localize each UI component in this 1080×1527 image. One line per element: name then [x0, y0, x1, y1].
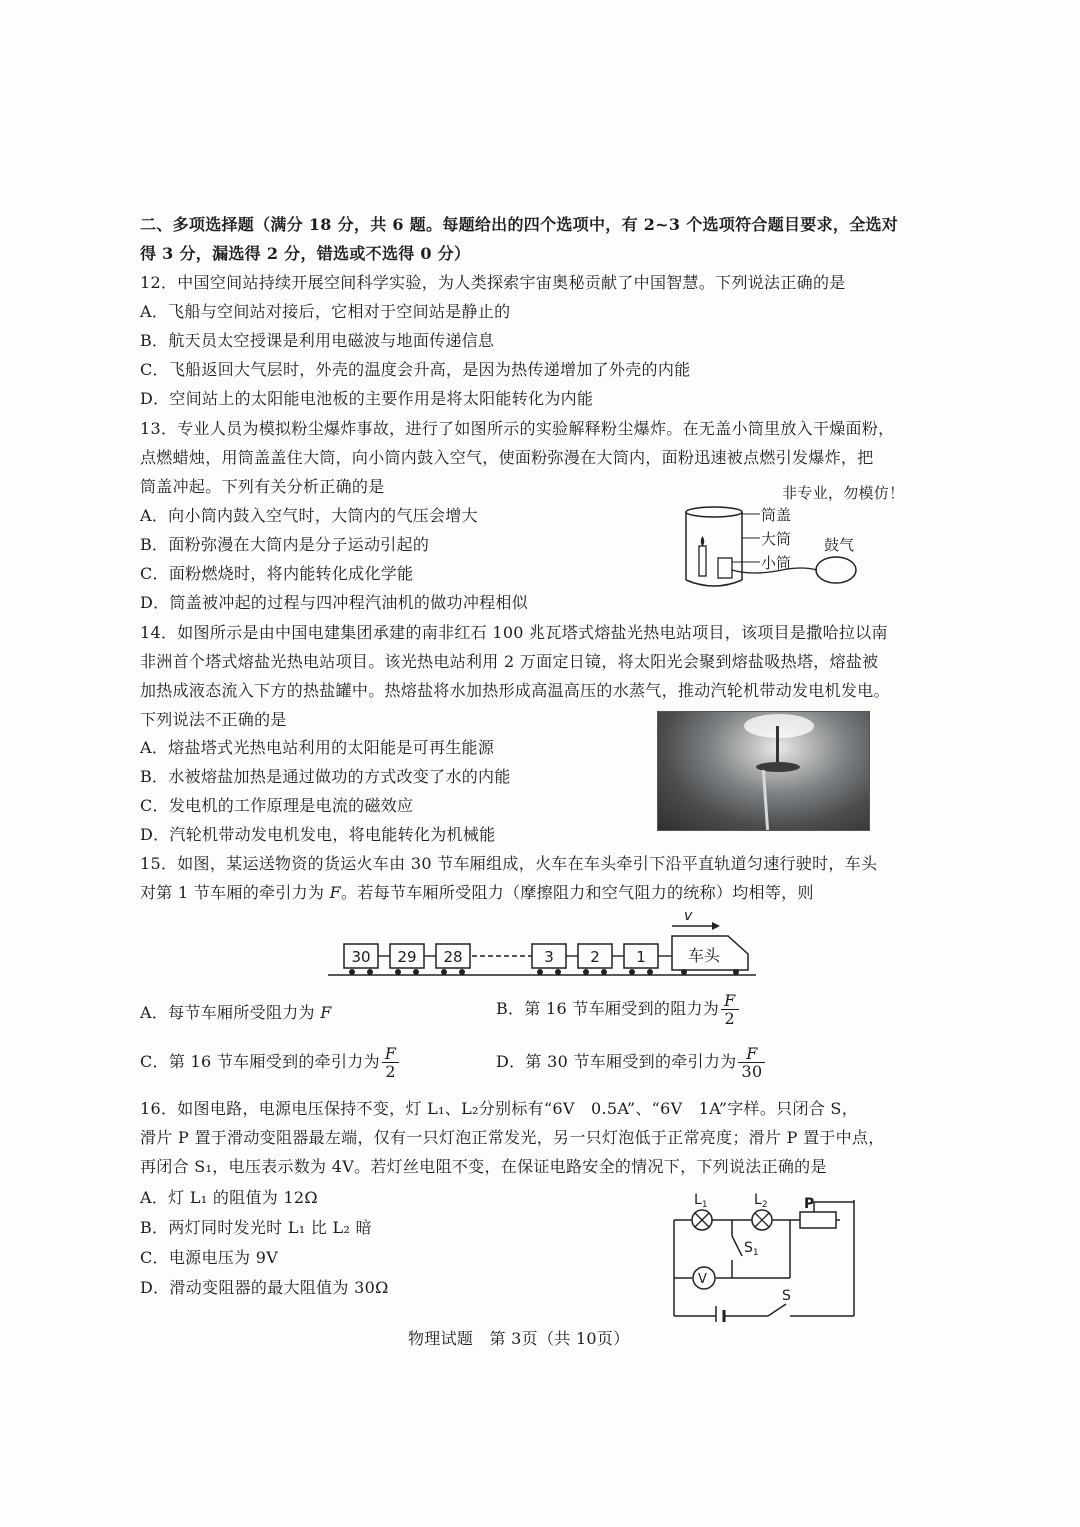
l1-label	[694, 1192, 708, 1210]
q12-option-a: A．飞船与空间站对接后，它相对于空间站是静止的	[140, 302, 511, 321]
solar-tower-photo	[657, 711, 870, 831]
q15-stem2-var: F	[329, 883, 342, 902]
q14-option-a: A．熔盐塔式光热电站利用的太阳能是可再生能源	[140, 738, 495, 757]
small-cup-shape	[718, 558, 732, 578]
train-car-29	[390, 944, 436, 975]
voltmeter-label: V	[698, 1272, 707, 1287]
q13-stem-line2: 点燃蜡烛，用筒盖盖住大筒，向小筒内鼓入空气，使面粉弥漫在大筒内，面粉迅速被点燃引发爆炸，把	[140, 448, 874, 467]
q14-option-d: D．汽轮机带动发电机发电，将电能转化为机械能	[140, 825, 496, 844]
q16-option-d: D．滑动变阻器的最大阻值为 30Ω	[140, 1278, 389, 1297]
q16-stem-line3: 再闭合 S₁，电压表示数为 4V。若灯丝电阻不变，在保证电路安全的情况下，下列说法正确的是	[140, 1157, 827, 1176]
air-bulb-shape	[816, 557, 856, 583]
q14-option-c: C．发电机的工作原理是电流的磁效应	[140, 796, 414, 815]
l1-label-sub: 1	[701, 1200, 708, 1210]
circuit-figure	[664, 1186, 864, 1322]
q13-stem-line1: 13．专业人员为模拟粉尘爆炸事故，进行了如图所示的实验解释粉尘爆炸。在无盖小筒里放入干燥面粉，	[140, 419, 895, 438]
q15-c-numerator: F	[382, 1045, 399, 1063]
lid-shape	[686, 507, 742, 517]
train-car-label: 3	[544, 948, 554, 966]
q15-d-numerator: F	[738, 1045, 765, 1063]
s1-label-main: S	[744, 1240, 753, 1256]
rheostat-shape	[800, 1212, 836, 1228]
s1-switch-blade	[732, 1236, 742, 1256]
q14-stem-line1: 14．如图所示是由中国电建集团承建的南非红石 100 兆瓦塔式熔盐光热电站项目，该项目是撒哈拉以南	[140, 623, 888, 642]
train-car-1	[624, 944, 672, 975]
train-car-label: 29	[397, 948, 417, 966]
q13-option-c: C．面粉燃烧时，将内能转化成化学能	[140, 564, 414, 583]
q14-stem-line4: 下列说法不正确的是	[140, 710, 287, 729]
q15-option-c	[140, 1045, 399, 1080]
photo-glare	[744, 714, 814, 738]
voltmeter-icon	[693, 1267, 715, 1289]
q15-c-denominator: 2	[385, 1062, 396, 1081]
q15-stem-line1: 15．如图，某运送物资的货运火车由 30 节车厢组成，火车在车头牵引下沿平直轨道匀速行驶时，车头	[140, 854, 878, 873]
q15-option-d	[496, 1045, 765, 1080]
q15-a-var: F	[320, 1003, 332, 1022]
s1-label	[744, 1240, 759, 1258]
q15-d-denominator: 30	[741, 1062, 763, 1081]
l2-label	[754, 1192, 768, 1210]
lamp-l2-icon	[752, 1210, 772, 1230]
q15-d-text: D．第 30 节车厢受到的牵引力为	[496, 1052, 737, 1071]
candle-shape	[699, 546, 706, 576]
q15-b-text: B．第 16 节车厢受到的阻力为	[496, 999, 720, 1018]
q15-b-fraction	[721, 992, 738, 1027]
q12-option-c: C．飞船返回大气层时，外壳的温度会升高，是因为热传递增加了外壳的内能	[140, 360, 691, 379]
train-car-3	[532, 944, 578, 975]
train-car-28	[436, 944, 470, 975]
page-footer: 物理试题 第 3页（共 10页）	[408, 1329, 630, 1348]
q16-stem-line2: 滑片 P 置于滑动变阻器最左端，仅有一只灯泡正常发光，另一只灯泡低于正常亮度；滑片 P 置于中点，	[140, 1128, 885, 1147]
section-heading-line2: 得 3 分，漏选得 2 分，错选或不选得 0 分）	[140, 244, 471, 263]
q15-stem-line2	[140, 882, 814, 904]
s-label: S	[782, 1288, 791, 1304]
q15-c-fraction	[382, 1045, 399, 1080]
l2-label-sub: 2	[761, 1200, 768, 1210]
q14-option-b: B．水被熔盐加热是通过做功的方式改变了水的内能	[140, 767, 511, 786]
q16-option-a: A．灯 L₁ 的阻值为 12Ω	[140, 1188, 318, 1207]
label-blow-air: 鼓气	[824, 536, 855, 554]
q12-stem: 12．中国空间站持续开展空间科学实验，为人类探索宇宙奥秘贡献了中国智慧。下列说法正确的是	[140, 273, 846, 292]
q15-d-fraction	[738, 1045, 765, 1080]
photo-road	[762, 770, 769, 830]
label-small-cup: 小筒	[761, 554, 792, 572]
q12-option-b: B．航天员太空授课是利用电磁波与地面传递信息	[140, 331, 495, 350]
q16-option-b: B．两灯同时发光时 L₁ 比 L₂ 暗	[140, 1218, 372, 1237]
q15-a-text: A．每节车厢所受阻力为	[140, 1003, 321, 1022]
s-switch-blade	[768, 1304, 786, 1316]
train-figure	[320, 908, 760, 978]
train-car-label: 1	[636, 948, 646, 966]
velocity-label: v	[684, 908, 693, 924]
q15-stem2-post: 。若每节车厢所受阻力（摩擦阻力和空气阻力的统称）均相等，则	[341, 883, 814, 902]
train-car-30	[344, 944, 390, 975]
flame-shape	[701, 536, 705, 546]
train-car-2	[578, 944, 624, 975]
q16-option-c: C．电源电压为 9V	[140, 1248, 279, 1267]
q16-stem-line1: 16．如图电路，电源电压保持不变，灯 L₁、L₂分别标有“6V 0.5A”、“6V 1A”字样。只闭合 S，	[140, 1099, 858, 1118]
q15-option-b	[496, 992, 739, 1027]
lamp-l1-icon	[692, 1210, 712, 1230]
q14-stem-line3: 加热成液态流入下方的热盐罐中。热熔盐将水加热形成高温高压的水蒸气，推动汽轮机带动发电机发电。	[140, 681, 890, 700]
q13-warning: 非专业，勿模仿！	[782, 484, 905, 502]
q15-c-text: C．第 16 节车厢受到的牵引力为	[140, 1052, 380, 1071]
l2-label-main: L	[754, 1192, 762, 1208]
section-heading-line1: 二、多项选择题（满分 18 分，共 6 题。每题给出的四个选项中，有 2~3 个选项符合题目要求，全选对	[140, 215, 899, 234]
q13-option-a: A．向小筒内鼓入空气时，大筒内的气压会增大	[140, 506, 478, 525]
q13-stem-line3: 筒盖冲起。下列有关分析正确的是	[140, 477, 385, 496]
q13-option-b: B．面粉弥漫在大筒内是分子运动引起的	[140, 535, 430, 554]
q13-option-d: D．筒盖被冲起的过程与四冲程汽油机的做功冲程相似	[140, 593, 529, 612]
q15-b-denominator: 2	[724, 1009, 736, 1028]
l1-label-main: L	[694, 1192, 702, 1208]
q15-stem2-pre: 对第 1 节车厢的牵引力为	[140, 883, 330, 902]
train-car-label: 2	[590, 948, 600, 966]
label-big-cylinder: 大筒	[761, 530, 792, 548]
slider-p-label: P	[804, 1196, 815, 1212]
q15-option-a	[140, 1002, 332, 1024]
dust-explosion-figure	[672, 500, 872, 595]
s1-label-sub: 1	[752, 1248, 759, 1258]
q12-option-d: D．空间站上的太阳能电池板的主要作用是将太阳能转化为内能	[140, 389, 594, 408]
train-car-label: 28	[443, 948, 463, 966]
label-lid: 筒盖	[761, 506, 792, 524]
train-car-label: 30	[351, 948, 371, 966]
locomotive-label: 车头	[688, 946, 721, 965]
q15-b-numerator: F	[721, 992, 738, 1010]
q14-stem-line2: 非洲首个塔式熔盐光热电站项目。该光热电站利用 2 万面定日镜，将太阳光会聚到熔盐吸热塔，熔盐被	[140, 652, 879, 671]
